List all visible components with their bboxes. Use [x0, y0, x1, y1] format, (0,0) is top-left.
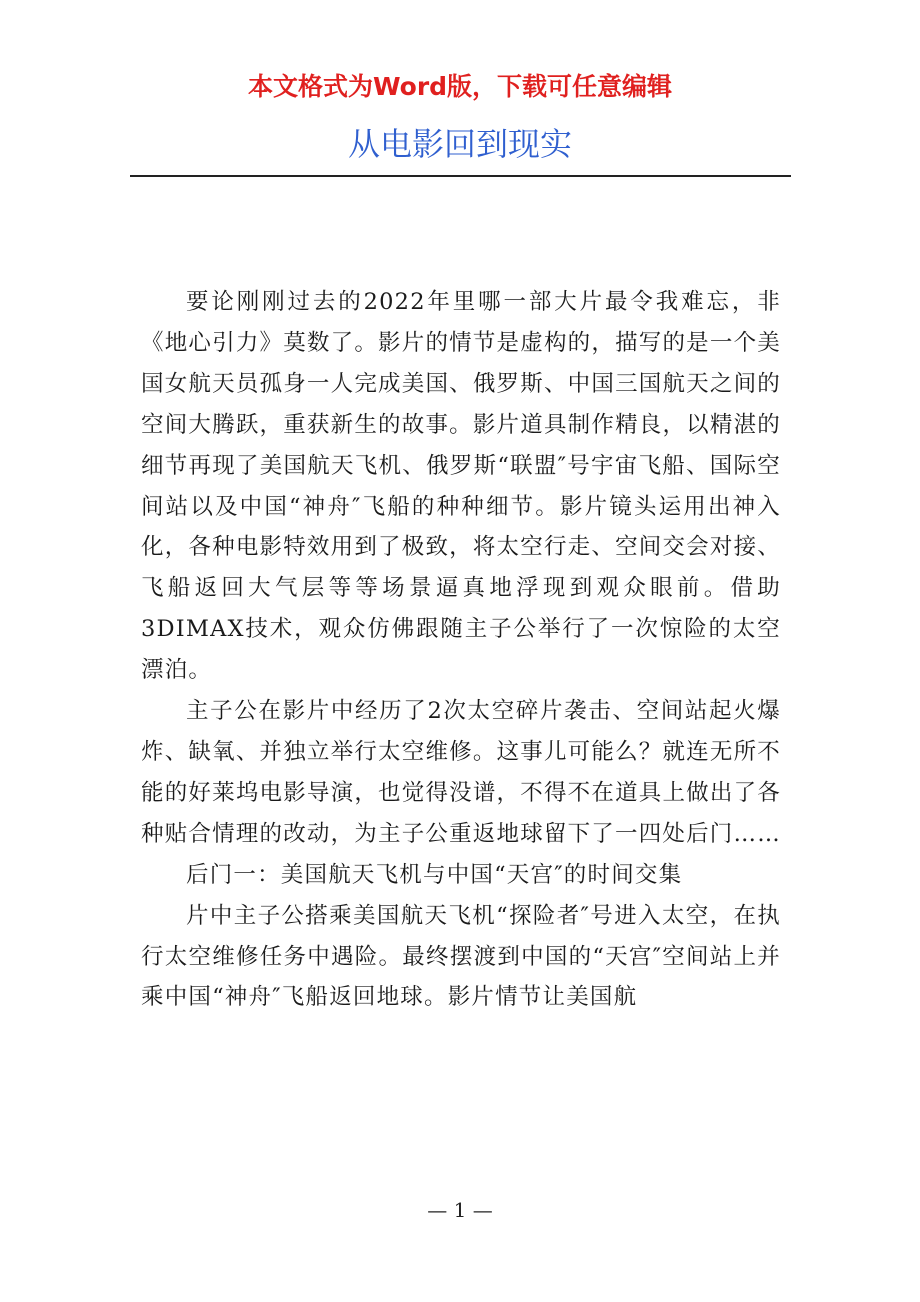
- article-body: [141, 282, 781, 1018]
- download-banner: 本文格式为Word版，下载可任意编辑: [247, 72, 673, 101]
- paragraph-backdoor-one: 片中主子公搭乘美国航天飞机“探险者″号进入太空，在执行太空维修任务中遇险。最终摆渡到中国的“天宫″空间站上并乘中国“神舟″飞船返回地球。影片情节让美国航: [141, 902, 781, 1011]
- paragraph-challenges: 主子公在影片中经历了2次太空碎片袭击、空间站起火爆炸、缺氧、并独立举行太空维修。这事儿可能么？就连无所不能的好莱坞电影导演，也觉得没谱，不得不在道具上做出了各种贴合情理的改动，为主子公重返地球留下了一四处后门……: [141, 698, 781, 847]
- document-title: 从电影回到现实: [347, 125, 572, 163]
- title-underline-divider: [130, 175, 791, 177]
- section-heading-backdoor-one: 后门一：美国航天飞机与中国“天宫″的时间交集: [186, 861, 683, 888]
- paragraph-intro: 要论刚刚过去的2022年里哪一部大片最令我难忘，非《地心引力》莫数了。影片的情节是虚构的，描写的是一个美国女航天员孤身一人完成美国、俄罗斯、中国三国航天之间的空间大腾跃，重获新生的故事。影片道具制作精良，以精湛的细节再现了美国航天飞机、俄罗斯“联盟″号宇宙飞船、国际空间站以及中国“神舟″飞船的种种细节。影片镜头运用出神入化，各种电影特效用到了极致，将太空行走、空间交会对接、飞船返回大气层等等场景逼真地浮现到观众眼前。借助3DIMAX技术，观众仿佛跟随主子公举行了一次惊险的太空漂泊。: [141, 289, 781, 684]
- page-number: — 1 —: [427, 1198, 493, 1222]
